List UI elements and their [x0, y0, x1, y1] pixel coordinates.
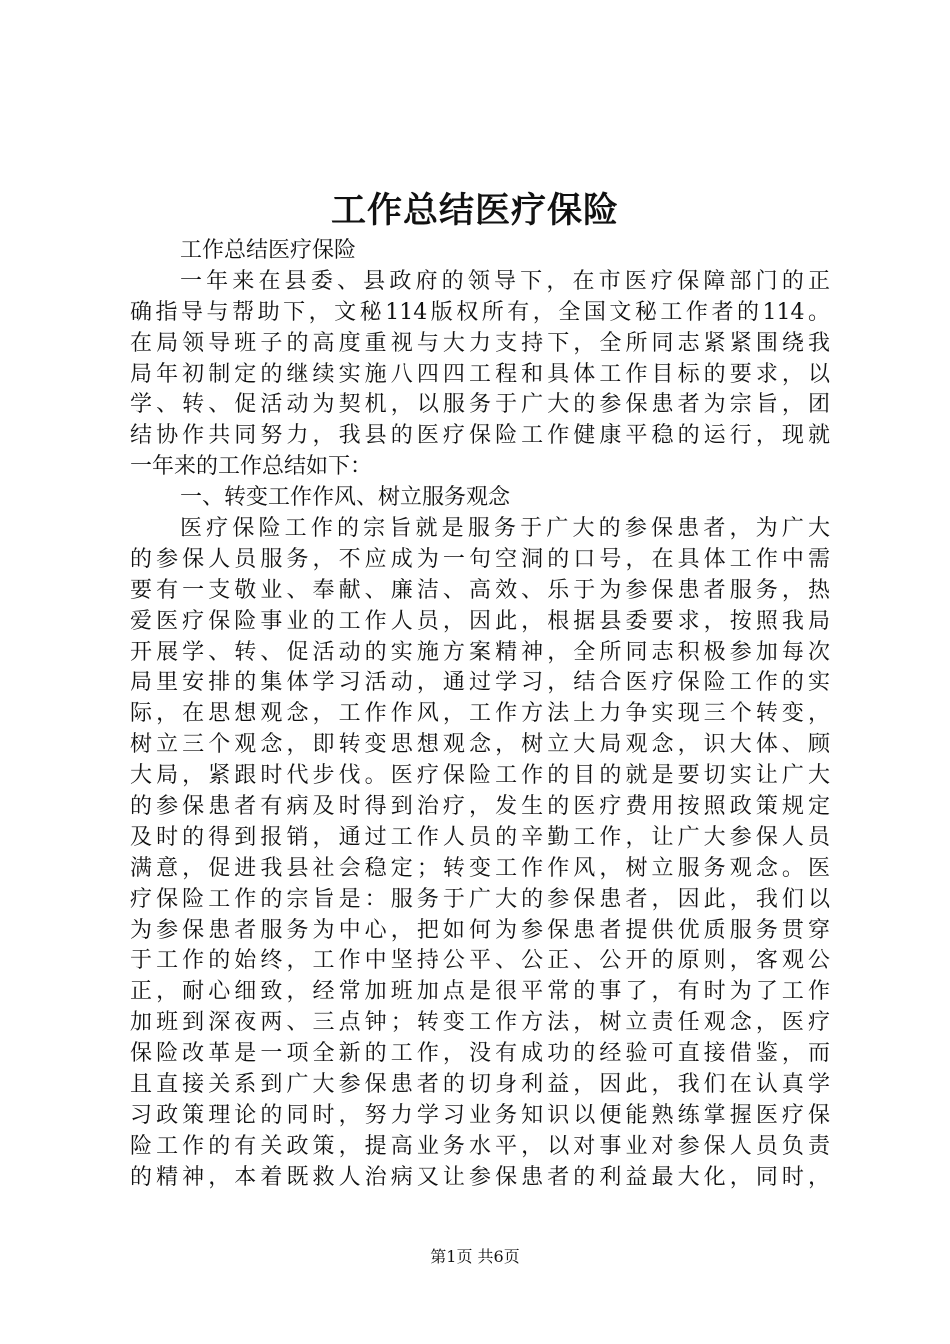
text-line: 爱医疗保险事业的工作人员，因此，根据县委要求，按照我局 — [130, 608, 830, 634]
text-line: 确指导与帮助下，文秘114版权所有，全国文秘工作者的114。 — [130, 299, 830, 325]
text-line: 为参保患者服务为中心，把如何为参保患者提供优质服务贯穿 — [130, 917, 830, 943]
text-line: 际，在思想观念，工作作风，工作方法上力争实现三个转变， — [130, 701, 830, 727]
text-line: 且直接关系到广大参保患者的切身利益，因此，我们在认真学 — [130, 1072, 830, 1098]
text-line: 险工作的有关政策，提高业务水平，以对事业对参保人员负责 — [130, 1133, 830, 1159]
text-line: 疗保险工作的宗旨是：服务于广大的参保患者，因此，我们以 — [130, 886, 830, 912]
text-line: 的精神，本着既救人治病又让参保患者的利益最大化，同时， — [130, 1164, 830, 1190]
text-line: 局年初制定的继续实施八四四工程和具体工作目标的要求，以 — [130, 361, 830, 387]
text-line: 满意，促进我县社会稳定；转变工作作风，树立服务观念。医 — [130, 855, 830, 881]
document-title: 工作总结医疗保险 — [330, 190, 619, 231]
text-line: 的参保患者有病及时得到治疗，发生的医疗费用按照政策规定 — [130, 794, 830, 820]
page-footer: 第1页 共6页 — [430, 1247, 520, 1266]
text-line: 工作总结医疗保险 — [180, 238, 357, 263]
text-line: 习政策理论的同时，努力学习业务知识以便能熟练掌握医疗保 — [130, 1102, 830, 1128]
text-line: 保险改革是一项全新的工作，没有成功的经验可直接借鉴，而 — [130, 1041, 830, 1067]
text-line: 的参保人员服务，不应成为一句空洞的口号，在具体工作中需 — [130, 546, 830, 572]
text-line: 开展学、转、促活动的实施方案精神，全所同志积极参加每次 — [130, 639, 830, 665]
document-body — [130, 236, 830, 1194]
text-line: 局里安排的集体学习活动，通过学习，结合医疗保险工作的实 — [130, 670, 830, 696]
text-line: 大局，紧跟时代步伐。医疗保险工作的目的就是要切实让广大 — [130, 763, 830, 789]
text-line: 一年来在县委、县政府的领导下，在市医疗保障部门的正 — [180, 268, 830, 294]
text-line: 医疗保险工作的宗旨就是服务于广大的参保患者，为广大 — [180, 516, 830, 542]
text-line: 正，耐心细致，经常加班加点是很平常的事了，有时为了工作 — [130, 979, 830, 1005]
text-line: 一年来的工作总结如下： — [130, 454, 373, 480]
text-line: 结协作共同努力，我县的医疗保险工作健康平稳的运行，现就 — [130, 423, 830, 449]
text-line: 在局领导班子的高度重视与大力支持下，全所同志紧紧围绕我 — [130, 330, 830, 356]
text-line: 一、转变工作作风、树立服务观念 — [180, 485, 511, 511]
text-line: 于工作的始终，工作中坚持公平、公正、公开的原则，客观公 — [130, 948, 830, 974]
text-line: 学、转、促活动为契机，以服务于广大的参保患者为宗旨，团 — [130, 392, 830, 418]
text-line: 加班到深夜两、三点钟；转变工作方法，树立责任观念，医疗 — [130, 1010, 830, 1036]
text-line: 及时的得到报销，通过工作人员的辛勤工作，让广大参保人员 — [130, 824, 830, 850]
text-line: 要有一支敬业、奉献、廉洁、高效、乐于为参保患者服务，热 — [130, 577, 830, 603]
text-line: 树立三个观念，即转变思想观念，树立大局观念，识大体、顾 — [130, 732, 830, 758]
